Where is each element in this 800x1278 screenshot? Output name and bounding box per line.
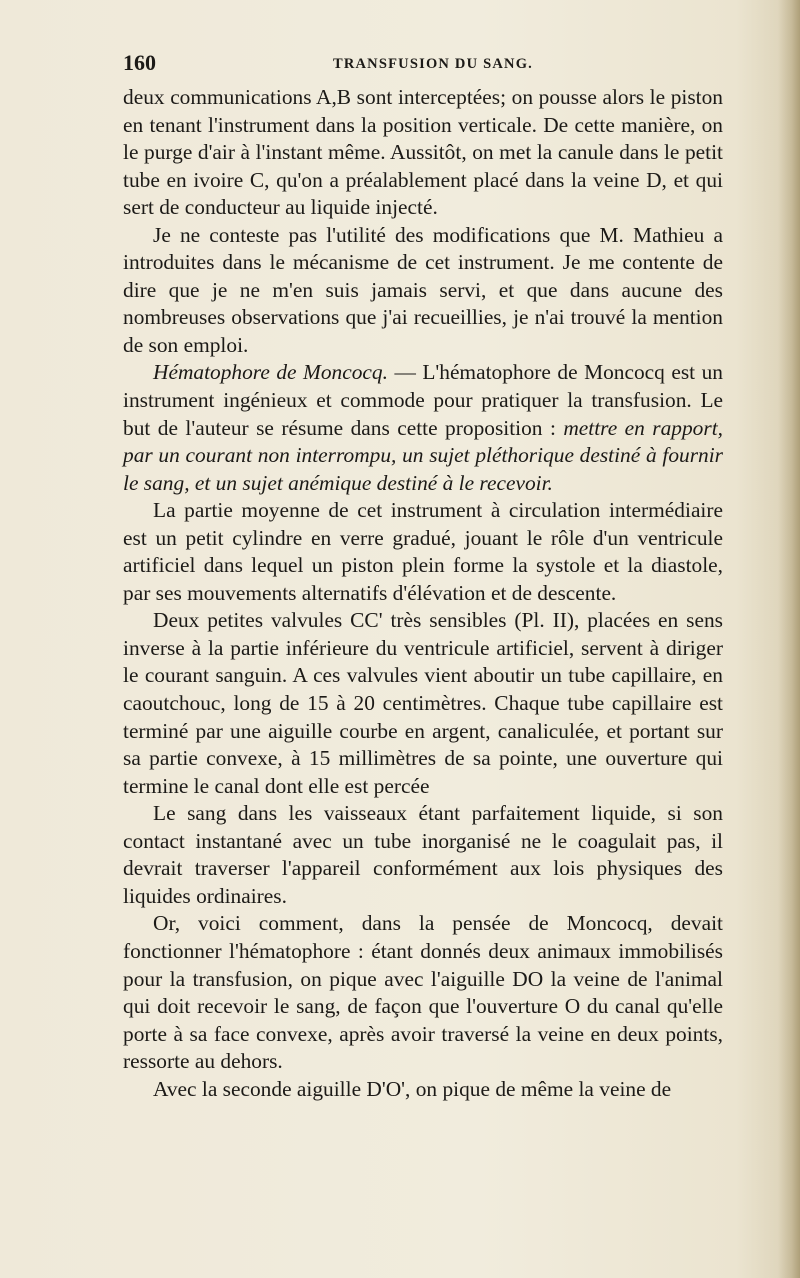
- running-title: TRANSFUSION DU SANG.: [332, 56, 534, 72]
- paragraph-2: Je ne conteste pas l'utilité des modifications que M. Mathieu a introduites dans le mécanisme de cet instrument. Je me contente de dire que je ne m'en suis jamais servi, et que dans aucune des nombreuses observations que j'ai recueillies, je n'ai trouvé la mention de son emploi.: [123, 222, 723, 357]
- section-heading: Hématophore de Moncocq.: [153, 360, 388, 385]
- paragraph-1: deux communications A,B sont interceptées; on pousse alors le piston en tenant l'instrument dans la position verticale. De cette manière, on le purge d'air à l'instant même. Aussitôt, on met la canule dans le petit tube en ivoire C, qu'on a préalablement placé dans la veine D, et qui sert de conducteur au liquide injecté.: [123, 85, 723, 220]
- paragraph-6: Le sang dans les vaisseaux étant parfaitement liquide, si son contact instantané avec un tube inorganisé ne le coagulait pas, il devrait traverser l'appareil conformément aux lois physiques des liquides ordinaires.: [123, 801, 723, 908]
- paragraph-3-italic: mettre en rapport, par un courant non interrompu, un sujet pléthorique destiné à fournir le sang, et un sujet anémique destiné à le recevoir.: [123, 415, 723, 495]
- paragraph-4: La partie moyenne de cet instrument à circulation intermédiaire est un petit cylindre en verre gradué, jouant le rôle d'un ventricule artificiel dans lequel un piston plein forme la systole et la diastole, par ses mouvements alternatifs d'élévation et de descente.: [123, 498, 723, 605]
- paragraph-8: Avec la seconde aiguille D'O', on pique de même la veine de: [153, 1076, 672, 1101]
- page-header: [123, 50, 723, 76]
- paragraph-3-text: — L'hématophore de Moncocq est un instrument ingénieux et commode pour pratiquer la transfusion. Le but de l'auteur se résume dans cette proposition :: [123, 360, 724, 440]
- body-text: [123, 84, 723, 1103]
- page-edge-shadow: [778, 0, 800, 1278]
- paragraph-3: [123, 359, 723, 497]
- paragraph-7: Or, voici comment, dans la pensée de Moncocq, devait fonctionner l'hématophore : étant donnés deux animaux immobilisés pour la transfusion, on pique avec l'aiguille DO la veine de l'animal qui doit recevoir le sang, de façon que l'ouverture O du canal qu'elle porte à sa face convexe, après avoir traversé la veine en deux points, ressorte au dehors.: [123, 911, 723, 1074]
- paragraph-5: Deux petites valvules CC' très sensibles (Pl. II), placées en sens inverse à la partie inférieure du ventricule artificiel, servent à diriger le courant sanguin. A ces valvules vient aboutir un tube capillaire, en caoutchouc, long de 15 à 20 centimètres. Chaque tube capillaire est terminé par une aiguille courbe en argent, canaliculée, et portant sur sa partie convexe, à 15 millimètres de sa pointe, une ouverture qui termine le canal dont elle est percée: [123, 608, 723, 798]
- page-number: 160: [123, 50, 156, 75]
